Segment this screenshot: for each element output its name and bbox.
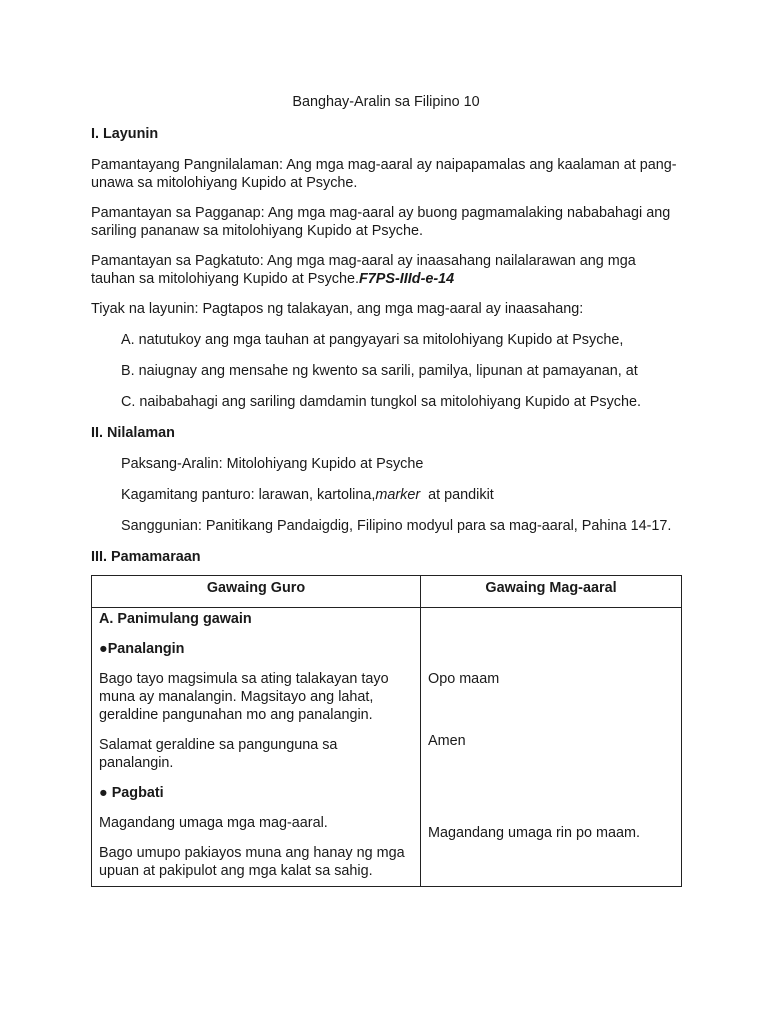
- spacer: [428, 688, 674, 732]
- panimulang-gawain-heading: A. Panimulang gawain: [99, 611, 252, 627]
- document-title: Banghay-Aralin sa Filipino 10: [292, 94, 480, 110]
- mag-aaral-response: Magandang umaga rin po maam.: [428, 825, 640, 841]
- guro-text: Bago umupo pakiayos muna ang hanay ng mga upuan at pakipulot ang mga kalat sa sahig.: [99, 845, 405, 879]
- objective-item: C. naibabahagi ang sariling damdamin tungkol sa mitolohiyang Kupido at Psyche.: [121, 394, 641, 410]
- pagkatuto-text: Pamantayan sa Pagkatuto: Ang mga mag-aaral ay inaasahang nailalarawan ang mga tauhan sa mitolohiyang Kupido at Psyche.: [91, 253, 636, 287]
- kagamitan-prefix: Kagamitang panturo: larawan, kartolina,: [121, 487, 376, 503]
- competency-code: F7PS-IIId-e-14: [359, 271, 455, 287]
- pagbati-heading: ● Pagbati: [99, 785, 164, 801]
- kagamitang-panturo: [91, 486, 681, 504]
- objective-item: A. natutukoy ang mga tauhan at pangyayari sa mitolohiyang Kupido at Psyche,: [121, 332, 624, 348]
- pamantayan-sa-pagkatuto: [91, 252, 681, 288]
- spacer: [428, 610, 674, 670]
- objective-item: B. naiugnay ang mensahe ng kwento sa sarili, pamilya, lipunan at pamayanan, at: [121, 363, 638, 379]
- spacer: [428, 750, 674, 824]
- mag-aaral-response: Opo maam: [428, 671, 500, 687]
- sanggunian: Sanggunian: Panitikang Pandaigdig, Filipino modyul para sa mag-aaral, Pahina 14-17.: [121, 518, 672, 534]
- pamantayang-pangnilalaman: Pamantayang Pangnilalaman: Ang mga mag-aaral ay naipapamalas ang kaalaman at pang-unawa sa mitolohiyang Kupido at Psyche.: [91, 157, 677, 191]
- section-heading-pamamaraan: III. Pamamaraan: [91, 549, 201, 565]
- guro-cell: [92, 608, 421, 887]
- mag-aaral-cell: [421, 608, 682, 887]
- lesson-procedure-table: [91, 575, 682, 887]
- kagamitan-suffix: at pandikit: [420, 487, 494, 503]
- section-heading-layunin: I. Layunin: [91, 126, 159, 142]
- tiyak-na-layunin: Tiyak na layunin: Pagtapos ng talakayan, ang mga mag-aaral ay inaasahang:: [91, 301, 584, 317]
- table-row: [92, 608, 682, 887]
- header-gawaing-mag-aaral: Gawaing Mag-aaral: [421, 576, 682, 608]
- header-gawaing-guro: Gawaing Guro: [92, 576, 421, 608]
- paksang-aralin: Paksang-Aralin: Mitolohiyang Kupido at Psyche: [121, 456, 424, 472]
- guro-text: Bago tayo magsimula sa ating talakayan tayo muna ay manalangin. Magsitayo ang lahat, geraldine pangunahan mo ang panalangin.: [99, 671, 389, 723]
- pamantayan-sa-pagganap: Pamantayan sa Pagganap: Ang mga mag-aaral ay buong pagmamalaking nababahagi ang sariling pananaw sa mitolohiyang Kupido at Psyche.: [91, 205, 671, 239]
- kagamitan-marker: marker: [375, 487, 421, 503]
- mag-aaral-response: Amen: [428, 733, 466, 749]
- guro-text: Salamat geraldine sa pangunguna sa panalangin.: [99, 737, 338, 771]
- table-header-row: [92, 576, 682, 608]
- section-heading-nilalaman: II. Nilalaman: [91, 425, 175, 441]
- panalangin-heading: ●Panalangin: [99, 641, 185, 657]
- document-page: [91, 93, 681, 887]
- guro-text: Magandang umaga mga mag-aaral.: [99, 815, 328, 831]
